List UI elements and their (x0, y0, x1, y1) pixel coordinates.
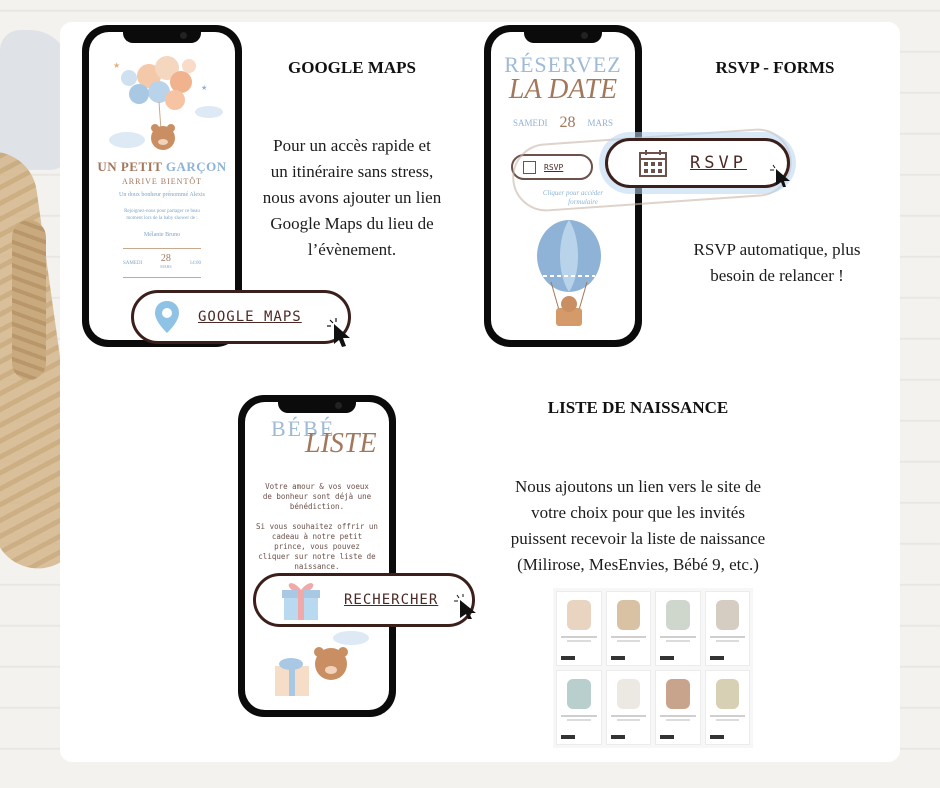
maps-description-line: l’évènement. (307, 240, 397, 259)
maps-description-line: Pour un accès rapide et (273, 136, 431, 155)
product-image (617, 600, 641, 630)
phone2-month: MARS (587, 118, 613, 128)
phone3-text-line: cliquer sur notre liste de (258, 552, 376, 561)
phone3-text-line: cadeau à notre petit (271, 532, 363, 541)
phone3-text-line: prince, vous pouvez (274, 542, 360, 551)
liste-description-line: (Milirose, MesEnvies, Bébé 9, etc.) (517, 555, 759, 574)
liste-description (488, 474, 788, 578)
phone1-host-name: Mélanie Bruno (143, 232, 181, 238)
rechercher-button[interactable] (253, 573, 475, 627)
rsvp-button[interactable] (605, 138, 790, 188)
phone1-time: 14:00 (189, 260, 201, 266)
maps-description (240, 133, 464, 263)
balloon-bear-illustration (89, 38, 235, 158)
product-card[interactable] (705, 670, 751, 745)
product-image (716, 600, 740, 630)
phone3-text-line: Votre amour & vos voeux (265, 482, 369, 491)
birth-list-product-grid (553, 588, 753, 748)
rsvp-description (668, 237, 886, 289)
product-card[interactable] (606, 591, 652, 666)
rsvp-description-line: RSVP automatique, plus (693, 240, 861, 259)
maps-description-line: Google Maps du lieu de (270, 214, 434, 233)
rsvp-description-line: besoin de relancer ! (710, 266, 844, 285)
click-cursor-icon (770, 164, 794, 188)
phone1-day: SAMEDI (123, 260, 143, 266)
phone3-text-line: de bonheur sont déjà une (262, 492, 372, 501)
calendar-icon (638, 148, 668, 178)
phone1-invite-line2: moment lors de la baby shower de : (126, 216, 198, 221)
rechercher-button-label: RECHERCHER (344, 592, 439, 608)
phone1-month: MARS (160, 264, 172, 269)
svg-text:★: ★ (201, 84, 208, 92)
product-card[interactable] (655, 591, 701, 666)
phone-notch (278, 399, 356, 413)
phone-notch (524, 29, 602, 43)
rsvp-section-title: RSVP - FORMS (715, 58, 835, 77)
phone3-text2 (249, 522, 385, 572)
click-cursor-icon (454, 594, 480, 620)
phone3-text1 (249, 482, 385, 512)
phone2-mini-rsvp-label: RSVP (544, 162, 564, 172)
product-image (567, 600, 591, 630)
click-cursor-icon (326, 318, 356, 348)
product-image (666, 679, 690, 709)
google-maps-button[interactable] (131, 290, 351, 344)
product-image (716, 679, 740, 709)
phone3-text-line: Si vous souhaitez offrir un (256, 522, 378, 531)
product-card[interactable] (606, 670, 652, 745)
phone1-invite-line1: Rejoignez-nous pour partager ce beau (124, 209, 200, 214)
google-maps-button-label: GOOGLE MAPS (198, 309, 302, 325)
phone2-date-number: 28 (559, 114, 576, 131)
phone1-title-part1: UN PETIT (97, 159, 163, 174)
svg-text:★: ★ (113, 61, 121, 70)
product-image (666, 600, 690, 630)
phone1-date-number: 28 (160, 253, 171, 264)
phone3-title-liste: LISTE (305, 428, 377, 459)
phone2-hint-line2: formulaire (568, 198, 598, 206)
map-pin-icon (154, 300, 180, 334)
bear-gift-illustration (255, 624, 375, 704)
product-card[interactable] (556, 591, 602, 666)
hot-air-balloon-illustration (529, 218, 609, 338)
liste-description-line: puissent recevoir la liste de naissance (510, 529, 766, 548)
phone2-hint-line1: Cliquer pour accéder (542, 189, 604, 197)
phone3-text-line: naissance. (294, 562, 340, 571)
liste-section-title: LISTE DE NAISSANCE (547, 398, 729, 417)
phone1-date-block (123, 248, 201, 278)
phone1-title-part2: GARÇON (165, 159, 227, 174)
gift-icon (280, 578, 322, 622)
maps-description-line: un itinéraire sans stress, (270, 162, 434, 181)
phone-screen-liste (245, 402, 389, 710)
knitted-rattle-decoration (12, 220, 46, 380)
phone3-title-bebe: BÉBÉ (271, 416, 336, 441)
liste-description-line: votre choix pour que les invités (531, 503, 745, 522)
phone2-date-line (513, 114, 613, 132)
product-image (567, 679, 591, 709)
product-card[interactable] (655, 670, 701, 745)
phone2-title-la-date: LA DATE (508, 74, 618, 105)
product-image (617, 679, 641, 709)
phone1-subtitle: ARRIVE BIENTÔT (122, 177, 202, 186)
phone-mockup-liste (238, 395, 396, 717)
phone-notch (123, 29, 201, 43)
liste-description-line: Nous ajoutons un lien vers le site de (515, 477, 761, 496)
phone1-tagline: Un doux bonheur prénommé Alexis (119, 192, 205, 198)
product-card[interactable] (705, 591, 751, 666)
product-card[interactable] (556, 670, 602, 745)
maps-section-title: GOOGLE MAPS (288, 58, 416, 77)
phone2-title-reservez: RÉSERVEZ (504, 52, 622, 77)
phone2-day: SAMEDI (513, 118, 548, 128)
phone3-text-line: bénédiction. (289, 502, 345, 511)
maps-description-line: nous avons ajouter un lien (262, 188, 442, 207)
rsvp-button-label: RSVP (690, 153, 747, 173)
